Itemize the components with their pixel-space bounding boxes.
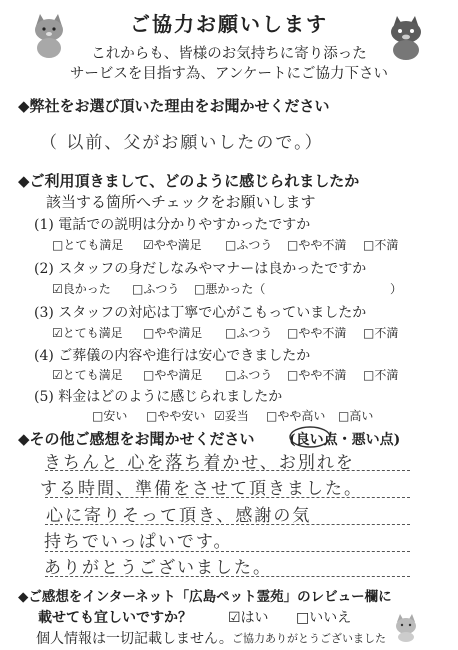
reason-heading: ◆弊社をお選び頂いた理由をお聞かせください bbox=[18, 97, 330, 115]
usage-item-3-option-4[interactable]: □やや不満 bbox=[287, 326, 347, 340]
usage-item-4-question: (4) ご葬儀の内容や進行は安心できましたか bbox=[34, 348, 311, 364]
usage-heading: ◆ご利用頂きまして、どのように感じられましたか bbox=[18, 172, 360, 190]
usage-item-5-option-3[interactable]: ☑妥当 bbox=[214, 409, 249, 423]
usage-item-4-option-4[interactable]: □やや不満 bbox=[287, 368, 347, 382]
review-heading: ◆ご感想をインターネット「広島ペット霊苑」のレビュー欄に bbox=[18, 589, 392, 605]
good-point-circle-mark bbox=[288, 425, 332, 449]
usage-item-3-option-3[interactable]: □ふつう bbox=[225, 326, 273, 340]
usage-item-1-option-1[interactable]: □とても満足 bbox=[52, 238, 124, 252]
impression-line-4: 持ちでいっぱいです。 bbox=[44, 532, 233, 552]
thanks-note: ご協力ありがとうございました bbox=[232, 632, 386, 645]
usage-item-2-option-2[interactable]: □ふつう bbox=[132, 282, 180, 296]
usage-item-1-option-2[interactable]: ☑やや満足 bbox=[143, 238, 202, 252]
usage-item-5-option-5[interactable]: □高い bbox=[338, 409, 374, 423]
usage-item-5-option-1[interactable]: □安い bbox=[92, 409, 128, 423]
review-subheading: 載せても宜しいですか？ bbox=[38, 610, 192, 626]
usage-item-2-option-close: ） bbox=[390, 282, 403, 296]
usage-item-4-option-5[interactable]: □不満 bbox=[363, 368, 399, 382]
usage-item-1-option-4[interactable]: □やや不満 bbox=[287, 238, 347, 252]
usage-subheading: 該当する箇所へチェックをお願いします bbox=[46, 193, 316, 211]
usage-item-3-option-1[interactable]: ☑とても満足 bbox=[52, 326, 123, 340]
page-title: ご協力お願いします bbox=[130, 12, 328, 36]
impression-line-5: ありがとうございました。 bbox=[44, 558, 272, 578]
usage-item-3-question: (3) スタッフの対応は丁寧で心がこもっていましたか bbox=[34, 305, 367, 321]
usage-item-1-option-3[interactable]: □ふつう bbox=[225, 238, 273, 252]
cat-illustration-footer bbox=[392, 612, 420, 642]
usage-item-2-option-1[interactable]: ☑良かった bbox=[52, 282, 111, 296]
impression-heading: ◆その他ご感想をお聞かせください bbox=[18, 430, 255, 448]
reason-answer: （ 以前、父がお願いしたので。） bbox=[40, 133, 324, 153]
usage-item-2-question: (2) スタッフの身だしなみやマナーは良かったですか bbox=[34, 261, 367, 277]
usage-item-5-option-2[interactable]: □やや安い bbox=[146, 409, 206, 423]
usage-item-3-option-2[interactable]: □やや満足 bbox=[143, 326, 203, 340]
impression-line-3: 心に寄りそって頂き、感謝の気 bbox=[46, 506, 312, 526]
usage-item-5-question: (5) 料金はどのように感じられましたか bbox=[34, 389, 283, 405]
intro-line-1: これからも、皆様のお気持ちに寄り添った bbox=[91, 46, 367, 62]
usage-item-2-option-3[interactable]: □悪かった（ bbox=[194, 282, 266, 296]
usage-item-4-option-1[interactable]: ☑とても満足 bbox=[52, 368, 123, 382]
intro-line-2: サービスを目指す為、アンケートにご協力下さい bbox=[69, 66, 389, 82]
review-no-option[interactable]: □いいえ bbox=[296, 610, 352, 626]
usage-item-3-option-5[interactable]: □不満 bbox=[363, 326, 399, 340]
usage-item-1-question: (1) 電話での説明は分かりやすかったですか bbox=[34, 217, 311, 233]
usage-item-4-option-2[interactable]: □やや満足 bbox=[143, 368, 203, 382]
impression-line-1: きちんと 心を落ち着かせ、お別れを bbox=[44, 453, 355, 473]
good-bad-label: (良い点・悪い点) bbox=[289, 432, 401, 448]
impression-line-2: する時間、準備をさせて頂きました。 bbox=[40, 479, 363, 499]
privacy-note: 個人情報は一切記載しません。 bbox=[36, 631, 233, 647]
usage-item-4-option-3[interactable]: □ふつう bbox=[225, 368, 273, 382]
usage-item-5-option-4[interactable]: □やや高い bbox=[266, 409, 326, 423]
review-yes-option[interactable]: ☑はい bbox=[228, 610, 269, 626]
usage-item-1-option-5[interactable]: □不満 bbox=[363, 238, 399, 252]
